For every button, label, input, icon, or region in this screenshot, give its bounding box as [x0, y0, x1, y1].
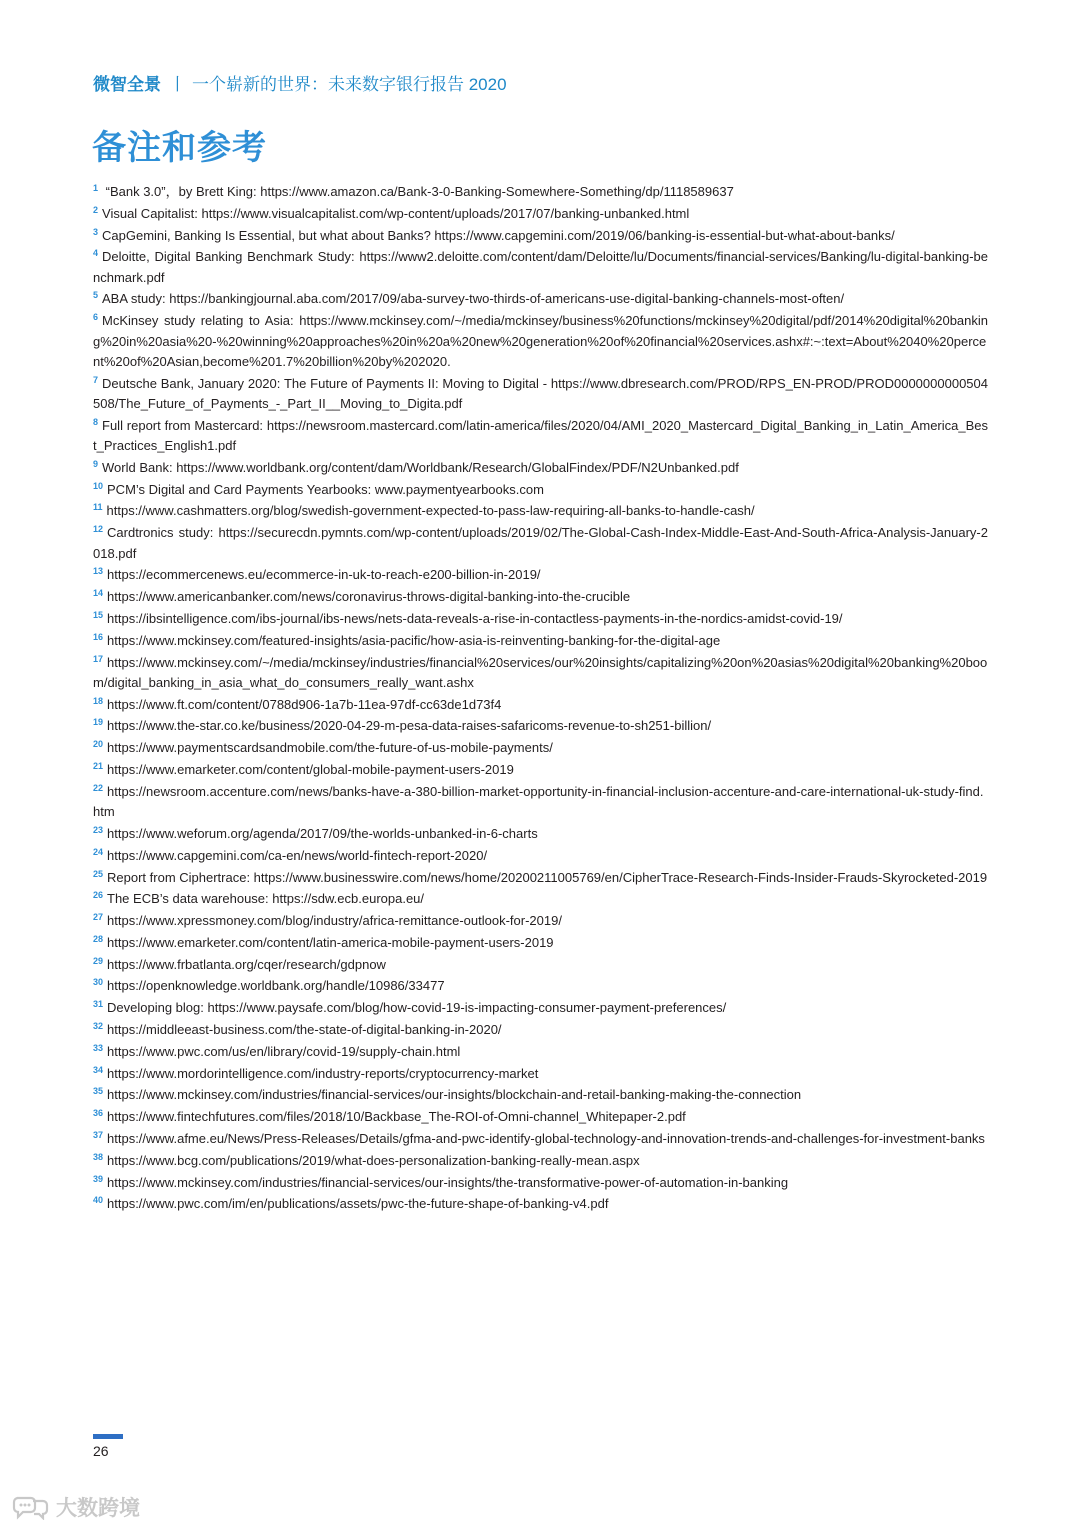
reference-text: Visual Capitalist: https://www.visualcapitalist.com/wp-content/uploads/2017/07/banking-unbanked.html [102, 205, 690, 221]
reference-text: CapGemini, Banking Is Essential, but what about Banks? https://www.capgemini.com/2019/06/banking-is-essential-but-what-about-banks/ [102, 227, 895, 243]
reference-text: https://www.frbatlanta.org/cqer/research/gdpnow [107, 956, 386, 972]
reference-item [93, 1194, 988, 1214]
reference-text: https://www.emarketer.com/content/global-mobile-payment-users-2019 [107, 762, 514, 778]
reference-number: 3 [93, 226, 99, 237]
reference-text: https://www.capgemini.com/ca-en/news/world-fintech-report-2020/ [107, 847, 488, 863]
reference-item [93, 911, 988, 931]
reference-number: 13 [93, 566, 104, 577]
reference-number: 4 [93, 248, 99, 259]
reference-item [93, 1173, 988, 1193]
reference-item [93, 1151, 988, 1171]
reference-number: 29 [93, 955, 104, 966]
reference-text: https://www.mckinsey.com/~/media/mckinsey/industries/financial%20services/our%20insights/capitalizing%20on%20asias%20digital%20banking%20boom/digital_banking_in_asia_what_do_consumers_really_want.ashx [93, 654, 988, 690]
reference-number: 18 [93, 695, 104, 706]
reference-text: https://www.cashmatters.org/blog/swedish-government-expected-to-pass-law-requiring-all-banks-to-handle-cash/ [106, 503, 755, 519]
reference-number: 7 [93, 374, 99, 385]
reference-text: Deutsche Bank, January 2020: The Future of Payments II: Moving to Digital - https://www.dbresearch.com/PROD/RPS_EN-PROD/PROD0000000000504508/The_Future_of_Payments_-_Part_II__Moving_to_Digita.pdf [93, 375, 988, 411]
reference-item [93, 587, 988, 607]
reference-number: 5 [93, 290, 99, 301]
reference-item [93, 416, 988, 457]
header-separator: 丨 [169, 75, 186, 94]
reference-number: 22 [93, 782, 104, 793]
reference-number: 21 [93, 761, 104, 772]
reference-number: 40 [93, 1195, 104, 1206]
reference-number: 12 [93, 524, 104, 535]
reference-item [93, 565, 988, 585]
reference-number: 14 [93, 588, 104, 599]
reference-item [93, 1107, 988, 1127]
reference-text: The ECB’s data warehouse: https://sdw.ecb.europa.eu/ [107, 891, 425, 907]
reference-text: https://ecommercenews.eu/ecommerce-in-uk-to-reach-e200-billion-in-2019/ [107, 567, 541, 583]
reference-text: Deloitte, Digital Banking Benchmark Study: https://www2.deloitte.com/content/dam/Deloitte/lu/Documents/financial-services/Banking/lu-digital-banking-benchmark.pdf [93, 249, 988, 285]
reference-number: 17 [93, 653, 104, 664]
reference-text: Full report from Mastercard: https://newsroom.mastercard.com/latin-america/files/2020/04/AMI_2020_Mastercard_Digital_Banking_in_Latin_America_Best_Practices_English1.pdf [93, 417, 988, 454]
reference-text: https://www.afme.eu/News/Press-Releases/Details/gfma-and-pwc-identify-global-technology-and-innovation-trends-and-challenges-for-investment-banks [107, 1131, 985, 1147]
reference-number: 35 [93, 1086, 104, 1097]
reference-number: 34 [93, 1064, 104, 1075]
reference-number: 28 [93, 933, 104, 944]
reference-item [93, 480, 988, 500]
reference-item [93, 846, 988, 866]
reference-item [93, 998, 988, 1018]
reference-item [93, 868, 988, 888]
reference-number: 11 [93, 502, 103, 513]
reference-number: 1 [93, 183, 99, 193]
references-list [93, 182, 988, 1216]
reference-number: 30 [93, 977, 104, 988]
reference-number: 32 [93, 1021, 104, 1032]
reference-item [93, 782, 988, 823]
reference-item [93, 824, 988, 844]
reference-number: 15 [93, 609, 104, 620]
reference-number: 16 [93, 631, 104, 642]
reference-item [93, 695, 988, 715]
reference-number: 8 [93, 416, 99, 427]
reference-text: https://www.pwc.com/im/en/publications/assets/pwc-the-future-shape-of-banking-v4.pdf [107, 1196, 609, 1212]
reference-item [93, 247, 988, 288]
reference-text: https://www.mckinsey.com/industries/financial-services/our-insights/the-transformative-power-of-automation-in-banking [107, 1174, 789, 1190]
reference-item [93, 1085, 988, 1105]
reference-number: 25 [93, 868, 104, 879]
reference-item [93, 889, 988, 909]
reference-number: 23 [93, 824, 104, 835]
page-title: 备注和参考 [92, 129, 267, 167]
reference-item [93, 716, 988, 736]
page-number: 26 [93, 1443, 109, 1459]
reference-text: https://www.xpressmoney.com/blog/industry/africa-remittance-outlook-for-2019/ [107, 913, 562, 929]
reference-text: Cardtronics study: https://securecdn.pymnts.com/wp-content/uploads/2019/02/The-Global-Cash-Index-Middle-East-And-South-Africa-Analysis-January-2018.pdf [93, 525, 988, 561]
reference-text: Developing blog: https://www.paysafe.com/blog/how-covid-19-is-impacting-consumer-payment-preferences/ [107, 1000, 727, 1016]
reference-item [93, 182, 988, 202]
reference-number: 24 [93, 846, 104, 857]
reference-text: https://www.emarketer.com/content/latin-america-mobile-payment-users-2019 [107, 934, 554, 950]
reference-text: PCM’s Digital and Card Payments Yearbooks: www.paymentyearbooks.com [107, 481, 544, 497]
reference-text: World Bank: https://www.worldbank.org/content/dam/Worldbank/Research/GlobalFindex/PDF/N2Unbanked.pdf [102, 459, 739, 475]
page-number-bar [93, 1434, 123, 1439]
reference-item [93, 1064, 988, 1084]
reference-text: https://www.bcg.com/publications/2019/what-does-personalization-banking-really-mean.aspx [107, 1152, 640, 1168]
reference-text: https://www.mckinsey.com/featured-insights/asia-pacific/how-asia-is-reinventing-banking-for-the-digital-age [107, 632, 721, 648]
reference-item [93, 374, 988, 415]
running-header [93, 74, 507, 96]
reference-number: 9 [93, 458, 99, 469]
reference-text: https://www.ft.com/content/0788d906-1a7b-11ea-97df-cc63de1d73f4 [107, 696, 502, 712]
reference-number: 37 [93, 1130, 104, 1141]
reference-item [93, 501, 988, 521]
reference-item [93, 204, 988, 224]
reference-text: https://www.pwc.com/us/en/library/covid-19/supply-chain.html [107, 1043, 461, 1059]
reference-text: https://newsroom.accenture.com/news/banks-have-a-380-billion-market-opportunity-in-financial-inclusion-accenture-and-care-international-uk-study-find.htm [93, 783, 984, 820]
reference-item [93, 523, 988, 564]
reference-text: “Bank 3.0”，by Brett King: https://www.amazon.ca/Bank-3-0-Banking-Somewhere-Something/dp/1118589637 [102, 184, 734, 199]
reference-number: 2 [93, 204, 99, 215]
chat-bubble-icon [12, 1494, 50, 1520]
reference-item [93, 933, 988, 953]
reference-item [93, 976, 988, 996]
reference-item [93, 311, 988, 372]
reference-text: https://openknowledge.worldbank.org/handle/10986/33477 [107, 978, 445, 994]
reference-text: https://ibsintelligence.com/ibs-journal/ibs-news/nets-data-reveals-a-rise-in-contactless-payments-in-the-nordics-amidst-covid-19/ [107, 610, 843, 626]
reference-text: McKinsey study relating to Asia: https://www.mckinsey.com/~/media/mckinsey/business%20functions/mckinsey%20digital/pdf/2014%20digital%20banking%20in%20asia%20-%20winning%20approaches%20in%20a%20new%20generation%20of%20financial%20services.ashx#:~:text=About%2040%20percent%20of%20Asian,become%201.7%20billion%20by%202020. [93, 313, 988, 369]
reference-item [93, 458, 988, 478]
reference-item [93, 738, 988, 758]
watermark [12, 1492, 140, 1522]
reference-number: 26 [93, 890, 104, 901]
reference-number: 27 [93, 912, 104, 923]
reference-number: 31 [93, 999, 104, 1010]
reference-item [93, 289, 988, 309]
reference-number: 38 [93, 1151, 104, 1162]
reference-item [93, 1020, 988, 1040]
reference-number: 6 [93, 312, 99, 323]
reference-text: https://www.weforum.org/agenda/2017/09/the-worlds-unbanked-in-6-charts [107, 825, 538, 841]
reference-number: 39 [93, 1173, 104, 1184]
reference-text: https://www.mordorintelligence.com/industry-reports/cryptocurrency-market [107, 1065, 539, 1081]
reference-text: Report from Ciphertrace: https://www.businesswire.com/news/home/20200211005769/en/CipherTrace-Research-Finds-Insider-Frauds-Skyrocketed-2019 [107, 869, 988, 885]
report-title: 一个崭新的世界：未来数字银行报告 2020 [192, 75, 507, 94]
reference-number: 36 [93, 1108, 104, 1119]
reference-text: https://www.the-star.co.ke/business/2020-04-29-m-pesa-data-raises-safaricoms-revenue-to-sh251-billion/ [107, 718, 712, 734]
reference-number: 10 [93, 480, 104, 491]
reference-item [93, 1042, 988, 1062]
reference-number: 20 [93, 739, 104, 750]
reference-item [93, 760, 988, 780]
reference-text: https://www.mckinsey.com/industries/financial-services/our-insights/blockchain-and-retail-banking-making-the-connection [107, 1087, 802, 1103]
brand-name: 微智全景 [93, 75, 161, 94]
reference-number: 19 [93, 717, 104, 728]
reference-item [93, 609, 988, 629]
reference-text: https://middleeast-business.com/the-state-of-digital-banking-in-2020/ [107, 1022, 502, 1038]
reference-item [93, 1129, 988, 1149]
reference-item [93, 955, 988, 975]
reference-number: 33 [93, 1042, 104, 1053]
reference-item [93, 653, 988, 694]
reference-text: https://www.americanbanker.com/news/coronavirus-throws-digital-banking-into-the-crucible [107, 589, 631, 605]
reference-text: https://www.paymentscardsandmobile.com/the-future-of-us-mobile-payments/ [107, 740, 553, 756]
reference-text: ABA study: https://bankingjournal.aba.com/2017/09/aba-survey-two-thirds-of-americans-use-digital-banking-channels-most-often/ [102, 291, 845, 307]
reference-text: https://www.fintechfutures.com/files/2018/10/Backbase_The-ROI-of-Omni-channel_Whitepaper-2.pdf [107, 1109, 686, 1125]
watermark-text: 大数跨境 [56, 1497, 140, 1520]
reference-item [93, 226, 988, 246]
reference-item [93, 631, 988, 651]
